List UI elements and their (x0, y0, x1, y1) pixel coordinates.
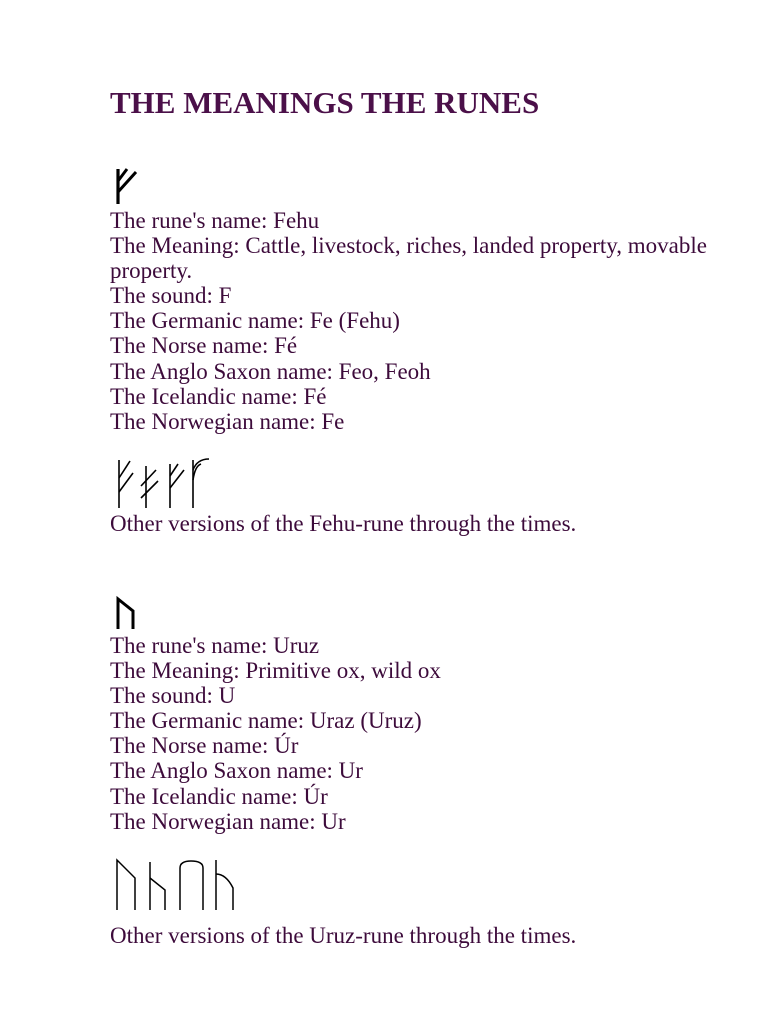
uruz-variant-2-icon (150, 862, 165, 910)
uruz-variant-1-icon (117, 860, 135, 910)
anglo-saxon-name-line: The Anglo Saxon name: Ur (110, 758, 363, 784)
norwegian-name-line: The Norwegian name: Fe (110, 408, 345, 434)
page-title: THE MEANINGS THE RUNES (110, 85, 540, 120)
anglo-saxon-name-line: The Anglo Saxon name: Feo, Feoh (110, 358, 431, 384)
uruz-variant-3-icon (180, 861, 203, 910)
fehu-rune-icon (112, 166, 140, 206)
germanic-name-line: The Germanic name: Fe (Fehu) (110, 308, 400, 334)
uruz-variant-4-icon (216, 860, 233, 910)
fehu-variant-3-icon (170, 464, 184, 508)
uruz-variants-caption: Other versions of the Uruz-rune through the times. (110, 923, 577, 948)
fehu-facts-list (110, 208, 750, 434)
norse-name-line: The Norse name: Úr (110, 733, 299, 759)
uruz-facts-list (110, 633, 750, 834)
germanic-name-line: The Germanic name: Uraz (Uruz) (110, 708, 422, 734)
sound-line: The sound: F (110, 283, 232, 309)
icelandic-name-line: The Icelandic name: Fé (110, 383, 327, 409)
meaning-line: The Meaning: Cattle, livestock, riches, landed property, movable property. (110, 233, 707, 284)
fehu-variants-caption: Other versions of the Fehu-rune through the times. (110, 511, 577, 536)
sound-line: The sound: U (110, 683, 236, 709)
rune-name-line: The rune's name: Uruz (110, 633, 320, 658)
fehu-variant-1-icon (119, 460, 133, 508)
norwegian-name-line: The Norwegian name: Ur (110, 808, 346, 834)
fehu-variant-2-icon (141, 466, 158, 508)
rune-name-line: The rune's name: Fehu (110, 208, 320, 233)
fehu-variant-4-icon (193, 459, 209, 508)
icelandic-name-line: The Icelandic name: Úr (110, 783, 328, 809)
uruz-rune-icon (114, 596, 138, 630)
norse-name-line: The Norse name: Fé (110, 333, 298, 359)
uruz-rune-variants-icon (113, 858, 239, 912)
fehu-rune-variants-icon (113, 456, 213, 512)
meaning-line: The Meaning: Primitive ox, wild ox (110, 658, 441, 684)
